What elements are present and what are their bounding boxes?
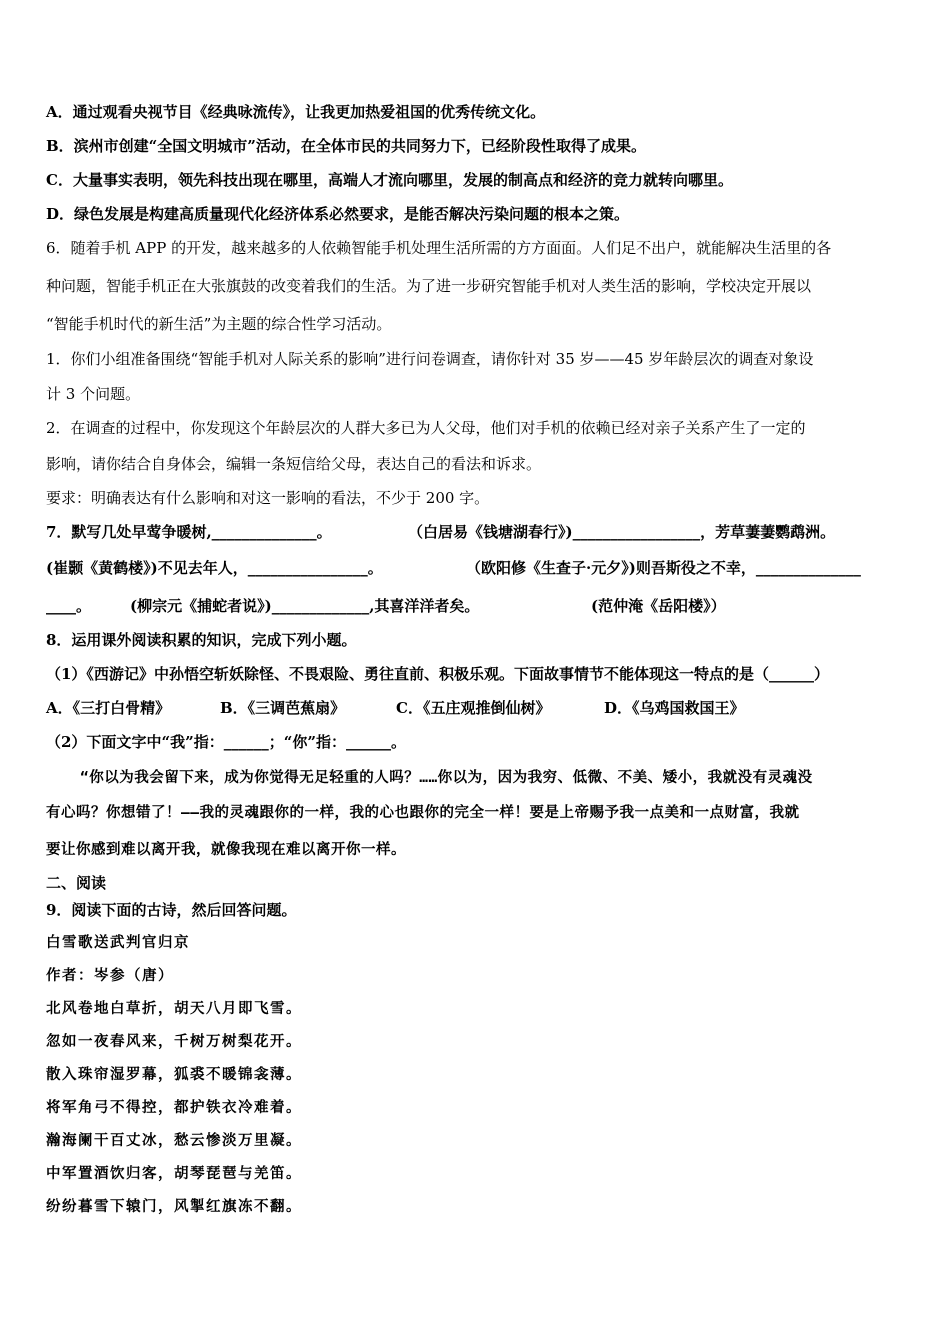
poem-line: 散入珠帘湿罗幕，狐裘不暖锦衾薄。 <box>46 1067 302 1083</box>
q8-quote-line-1: “你以为我会留下来，成为你觉得无足轻重的人吗？……你以为，因为我穷、低微、不美、矮小，我就没有灵魂没 <box>80 770 813 786</box>
poem-line: 瀚海阑干百丈冰，愁云惨淡万里凝。 <box>46 1133 302 1149</box>
q6-requirement: 要求：明确表达有什么影响和对这一影响的看法，不少于 200 字。 <box>46 489 490 507</box>
q5-option-c: C．大量事实表明，领先科技出现在哪里，高端人才流向哪里，发展的制高点和经济的竞力就转向哪里。 <box>46 171 733 189</box>
q7-line-1-part-a: 7．默写几处早莺争暖树,______________。 <box>46 523 332 541</box>
q8-quote-line-2: 有心吗？你想错了！——我的灵魂跟你的一样，我的心也跟你的完全一样！要是上帝赐予我一点美和一点财富，我就 <box>46 805 800 821</box>
poem-author: 作者：岑参（唐） <box>46 968 174 984</box>
poem-title: 白雪歌送武判官归京 <box>46 935 190 951</box>
q6-task2-line-2: 影响，请你结合自身体会，编辑一条短信给父母，表达自己的看法和诉求。 <box>46 455 542 473</box>
q8-option-c: C．《五庄观推倒仙树》 <box>396 699 551 717</box>
section-heading: 二、阅读 <box>46 874 107 892</box>
poem-line: 忽如一夜春风来，千树万树梨花开。 <box>46 1034 302 1050</box>
q6-task1-line-2: 计 3 个问题。 <box>46 385 141 403</box>
q7-line-3-part-a: ____。 <box>46 597 92 615</box>
q7-line-3-part-c: (范仲淹《岳阳楼》） <box>591 597 726 615</box>
q6-intro-line-2: 种问题，智能手机正在大张旗鼓的改变着我们的生活。为了进一步研究智能手机对人类生活的影响，学校决定开展以 <box>46 277 812 295</box>
poem-line: 中军置酒饮归客，胡琴琵琶与羌笛。 <box>46 1166 302 1182</box>
poem-line: 纷纷暮雪下辕门，风掣红旗冻不翻。 <box>46 1199 302 1215</box>
q6-intro-line-1: 6．随着手机 APP 的开发，越来越多的人依赖智能手机处理生活所需的方方面面。人们足不出户，就能解决生活里的各 <box>46 239 832 257</box>
q8-option-a: A．《三打白骨精》 <box>46 699 171 717</box>
q6-intro-line-3: “智能手机时代的新生活”为主题的综合性学习活动。 <box>46 315 392 333</box>
q8-title: 8．运用课外阅读积累的知识，完成下列小题。 <box>46 631 357 649</box>
poem-line: 将军角弓不得控，都护铁衣冷难着。 <box>46 1100 302 1116</box>
q5-option-d: D．绿色发展是构建高质量现代化经济体系必然要求，是能否解决污染问题的根本之策。 <box>46 205 630 223</box>
q8-option-b: B．《三调芭蕉扇》 <box>220 699 346 717</box>
q6-task1-line-1: 1．你们小组准备围绕“智能手机对人际关系的影响”进行问卷调查，请你针对 35 岁——45 岁年龄层次的调查对象设 <box>46 350 814 368</box>
q7-line-3-part-b: (柳宗元《捕蛇者说》)_____________,其喜洋洋者矣。 <box>130 597 480 615</box>
q8-option-d: D．《乌鸡国救国王》 <box>604 699 745 717</box>
q6-task2-line-1: 2．在调查的过程中，你发现这个年龄层次的人群大多已为人父母，他们对手机的依赖已经对亲子关系产生了一定的 <box>46 419 806 437</box>
poem-line: 北风卷地白草折，胡天八月即飞雪。 <box>46 1001 302 1017</box>
q7-line-2-part-a: (崔颢《黄鹤楼》)不见去年人，________________。 <box>46 559 383 577</box>
q5-option-b: B．滨州市创建“全国文明城市”活动，在全体市民的共同努力下，已经阶段性取得了成果。 <box>46 137 646 155</box>
q5-option-a: A．通过观看央视节目《经典咏流传》，让我更加热爱祖国的优秀传统文化。 <box>46 103 546 121</box>
q7-line-1-part-b: （白居易《钱塘湖春行》)_________________，芳草萋萋鹦鹉洲。 <box>408 523 836 541</box>
q8-sub1: （1）《西游记》中孙悟空斩妖除怪、不畏艰险、勇往直前、积极乐观。下面故事情节不能体现这一特点的是（______） <box>46 665 829 683</box>
q8-quote-line-3: 要让你感到难以离开我，就像我现在难以离开你一样。 <box>46 842 406 858</box>
q8-sub2: （2）下面文字中“我”指：______；“你”指：______。 <box>46 733 406 751</box>
q7-line-2-part-b: （欧阳修《生查子·元夕》)则吾斯役之不幸，______________ <box>466 559 861 577</box>
q9-title: 9．阅读下面的古诗，然后回答问题。 <box>46 901 297 919</box>
